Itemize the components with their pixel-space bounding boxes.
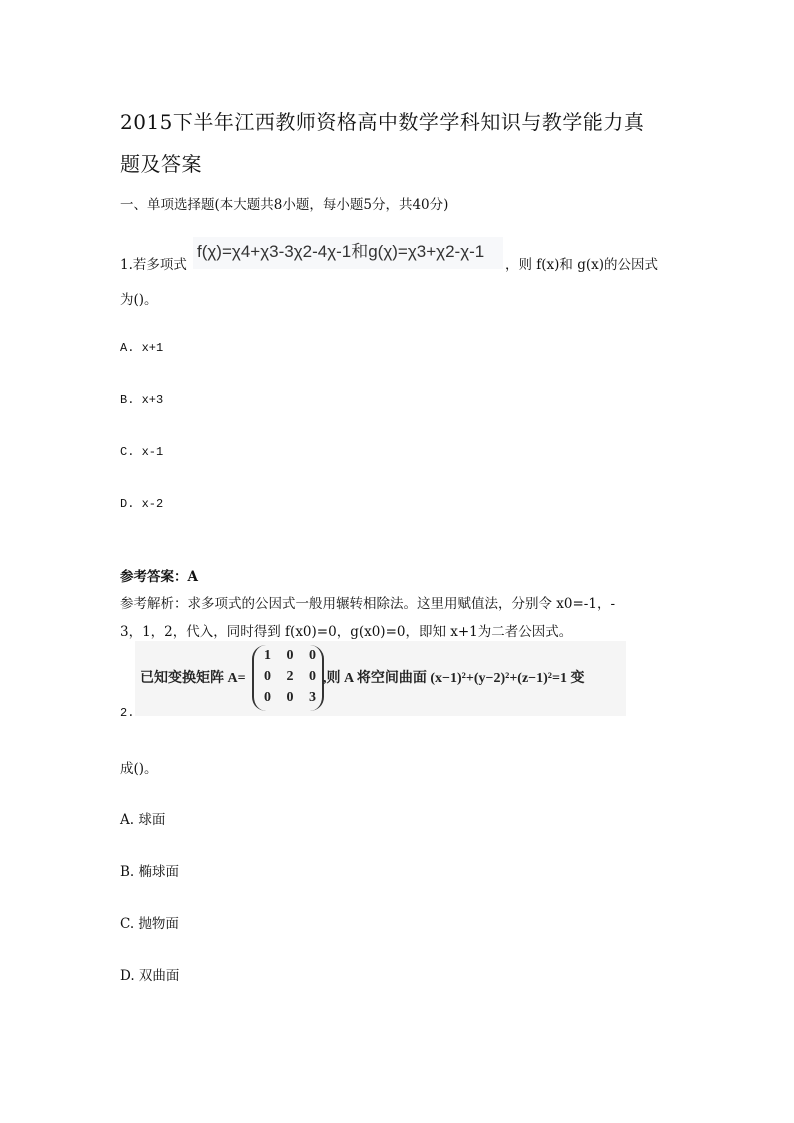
q1-option-c: C. x-1 [120,445,164,459]
q2-option-d: D. 双曲面 [120,968,180,984]
matrix-cell: 1 [264,648,271,663]
q2-option-b: B. 椭球面 [120,864,180,880]
matrix-cell: 0 [309,648,316,663]
q1-line2: 为()。 [120,292,158,308]
document-title-line2: 题及答案 [120,152,202,176]
matrix-cell: 3 [309,690,316,705]
q2-number: 2. [120,706,135,720]
q2-line2: 成()。 [120,761,158,777]
matrix-cell: 0 [264,690,271,705]
matrix-cell: 2 [286,669,294,684]
q2-option-c: C. 抛物面 [120,916,179,932]
q1-option-a: A. x+1 [120,341,164,355]
q1-formula-image: f(χ)=χ4+χ3-3χ2-4χ-1和g(χ)=χ3+χ2-χ-1 [193,237,503,269]
matrix-cell: 0 [286,690,294,705]
q2-matrix [252,645,324,711]
q2-formula-prefix: 已知变换矩阵 A= [140,671,246,686]
q1-option-d: D. x-2 [120,497,164,511]
q2-formula-suffix: ,则 A 将空间曲面 (x−1)²+(y−2)²+(z−1)²=1 变 [323,671,585,686]
matrix-cell: 0 [286,648,294,663]
q1-option-b: B. x+3 [120,393,164,407]
q1-answer: 参考答案：A [120,569,198,585]
matrix-cell: 0 [309,669,316,684]
document-title-line1: 2015下半年江西教师资格高中数学学科知识与教学能力真 [120,110,645,134]
q1-suffix: ，则 f(x)和 g(x)的公因式 [505,257,659,273]
matrix-cell: 0 [264,669,271,684]
q1-explanation-line1: 参考解析：求多项式的公因式一般用辗转相除法。这里用赋值法，分别令 x0=-1，- [120,596,616,612]
q1-explanation-line2: 3，1，2，代入，同时得到 f(x0)=0，g(x0)=0，即知 x+1为二者公因式。 [120,624,573,640]
q2-formula-image [135,641,626,716]
q2-option-a: A. 球面 [120,812,166,828]
q1-prefix: 1.若多项式 [120,257,187,273]
section-heading: 一、单项选择题(本大题共8小题，每小题5分，共40分) [120,197,449,213]
